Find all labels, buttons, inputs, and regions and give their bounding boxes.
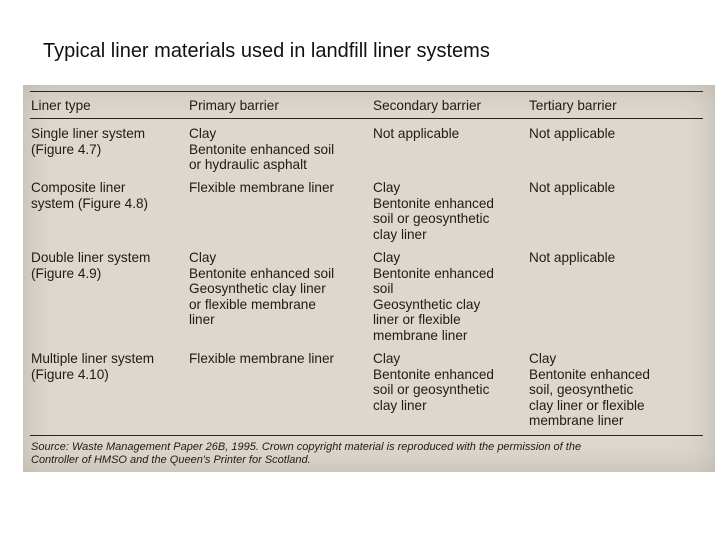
row-4-tertiary: Clay Bentonite enhanced soil, geosynthetic clay liner or flexible membrane liner — [529, 351, 650, 428]
row-1-tertiary: Not applicable — [529, 126, 616, 141]
row-1-primary: Clay Bentonite enhanced soil or hydraulic asphalt — [189, 126, 335, 172]
row-4-liner-type: Multiple liner system (Figure 4.10) — [31, 351, 155, 382]
row-2-primary: Flexible membrane liner — [189, 180, 335, 195]
scanned-table-image — [23, 85, 715, 472]
row-3-primary: Clay Bentonite enhanced soil Geosynthetic clay liner or flexible membrane liner — [189, 250, 335, 327]
row-2-liner-type: Composite liner system (Figure 4.8) — [31, 180, 149, 211]
row-1-secondary: Not applicable — [373, 126, 460, 141]
row-4-secondary: Clay Bentonite enhanced soil or geosynthetic clay liner — [373, 351, 494, 413]
row-4-primary: Flexible membrane liner — [189, 351, 335, 366]
row-1-liner-type: Single liner system (Figure 4.7) — [31, 126, 146, 157]
row-3-secondary: Clay Bentonite enhanced soil Geosynthetic clay liner or flexible membrane liner — [373, 250, 494, 343]
slide-title: Typical liner materials used in landfill liner systems — [43, 40, 490, 62]
table-bottom-rule — [30, 435, 703, 436]
row-2-secondary: Clay Bentonite enhanced soil or geosynthetic clay liner — [373, 180, 494, 242]
header-tertiary-barrier: Tertiary barrier — [529, 98, 617, 113]
header-primary-barrier: Primary barrier — [189, 98, 279, 113]
header-rule — [30, 118, 703, 119]
header-secondary-barrier: Secondary barrier — [373, 98, 482, 113]
row-3-liner-type: Double liner system (Figure 4.9) — [31, 250, 151, 281]
row-2-tertiary: Not applicable — [529, 180, 616, 195]
table-top-rule — [30, 91, 703, 92]
header-liner-type: Liner type — [31, 98, 91, 113]
source-note: Source: Waste Management Paper 26B, 1995. Crown copyright material is reproduced with the permission of the Controller of HMSO and the Queen's Printer for Scotland. — [31, 441, 582, 466]
row-3-tertiary: Not applicable — [529, 250, 616, 265]
